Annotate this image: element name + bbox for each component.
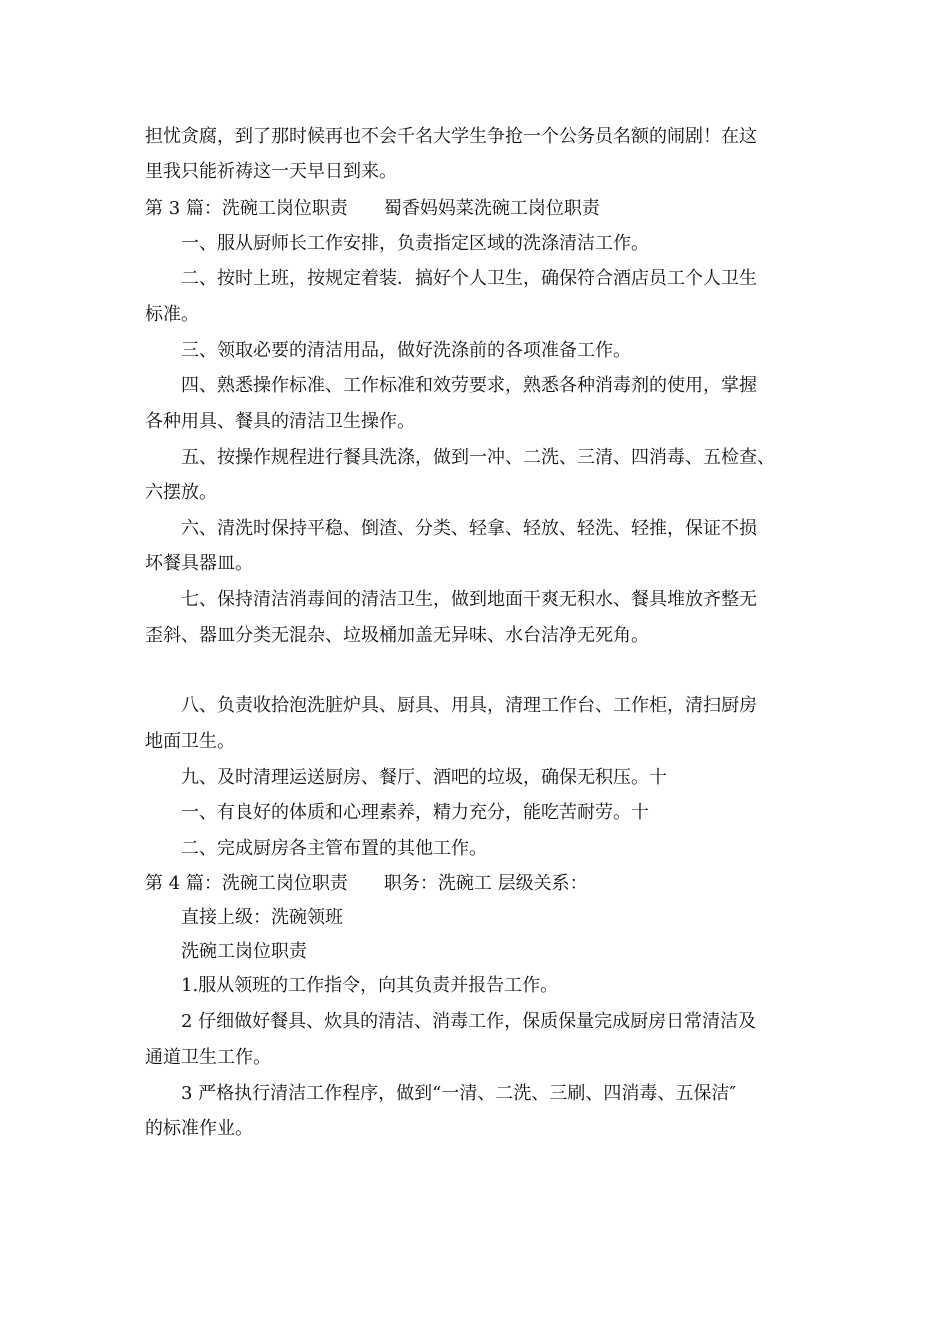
text-line: 里我只能祈祷这一天早日到来。	[145, 161, 397, 182]
text-line: 四、熟悉操作标准、工作标准和效劳要求，熟悉各种消毒剂的使用，掌握	[181, 375, 757, 396]
text-line: 二、按时上班，按规定着装．搞好个人卫生，确保符合酒店员工个人卫生	[181, 268, 757, 289]
text-line: 八、负责收拾泡洗脏炉具、厨具、用具，清理工作台、工作柜，清扫厨房	[181, 695, 757, 716]
text-line: 一、服从厨师长工作安排，负责指定区域的洗涤清洁工作。	[181, 233, 649, 254]
text-line: 地面卫生。	[145, 731, 235, 752]
text-line: 坏餐具器皿。	[145, 553, 253, 574]
text-line: 九、及时清理运送厨房、餐厅、酒吧的垃圾，确保无积压。十	[181, 767, 667, 788]
text-line: 歪斜、器皿分类无混杂、垃圾桶加盖无异味、水台洁净无死角。	[145, 625, 649, 646]
text-line: 担忧贪腐，到了那时候再也不会千名大学生争抢一个公务员名额的闹剧！在这	[145, 126, 757, 147]
section-heading: 第 4 篇：洗碗工岗位职责 职务：洗碗工 层级关系：	[145, 873, 588, 894]
text-line: 七、保持清洁消毒间的清洁卫生，做到地面干爽无积水、餐具堆放齐整无	[181, 589, 757, 610]
text-line: 洗碗工岗位职责	[181, 941, 307, 962]
text-line: 二、完成厨房各主管布置的其他工作。	[181, 838, 487, 859]
text-line: 3 严格执行清洁工作程序，做到“一清、二洗、三刷、四消毒、五保洁″	[181, 1083, 737, 1104]
text-line: 标准。	[145, 304, 199, 325]
text-line: 1.服从领班的工作指令，向其负责并报告工作。	[181, 975, 559, 996]
text-line: 2 仔细做好餐具、炊具的清洁、消毒工作，保质保量完成厨房日常清洁及	[181, 1011, 757, 1032]
text-line: 直接上级：洗碗领班	[181, 907, 343, 928]
text-line: 六、清洗时保持平稳、倒渣、分类、轻拿、轻放、轻洗、轻推，保证不损	[181, 518, 757, 539]
text-line: 的标准作业。	[145, 1118, 253, 1139]
text-line: 一、有良好的体质和心理素养，精力充分，能吃苦耐劳。十	[181, 802, 649, 823]
text-line: 五、按操作规程进行餐具洗涤，做到一冲、二洗、三清、四消毒、五检查、	[181, 447, 775, 468]
text-line: 六摆放。	[145, 482, 217, 503]
text-line: 三、领取必要的清洁用品，做好洗涤前的各项准备工作。	[181, 340, 631, 361]
text-line: 各种用具、餐具的清洁卫生操作。	[145, 411, 415, 432]
text-line: 通道卫生工作。	[145, 1047, 271, 1068]
section-heading: 第 3 篇：洗碗工岗位职责 蜀香妈妈菜洗碗工岗位职责	[145, 198, 600, 219]
